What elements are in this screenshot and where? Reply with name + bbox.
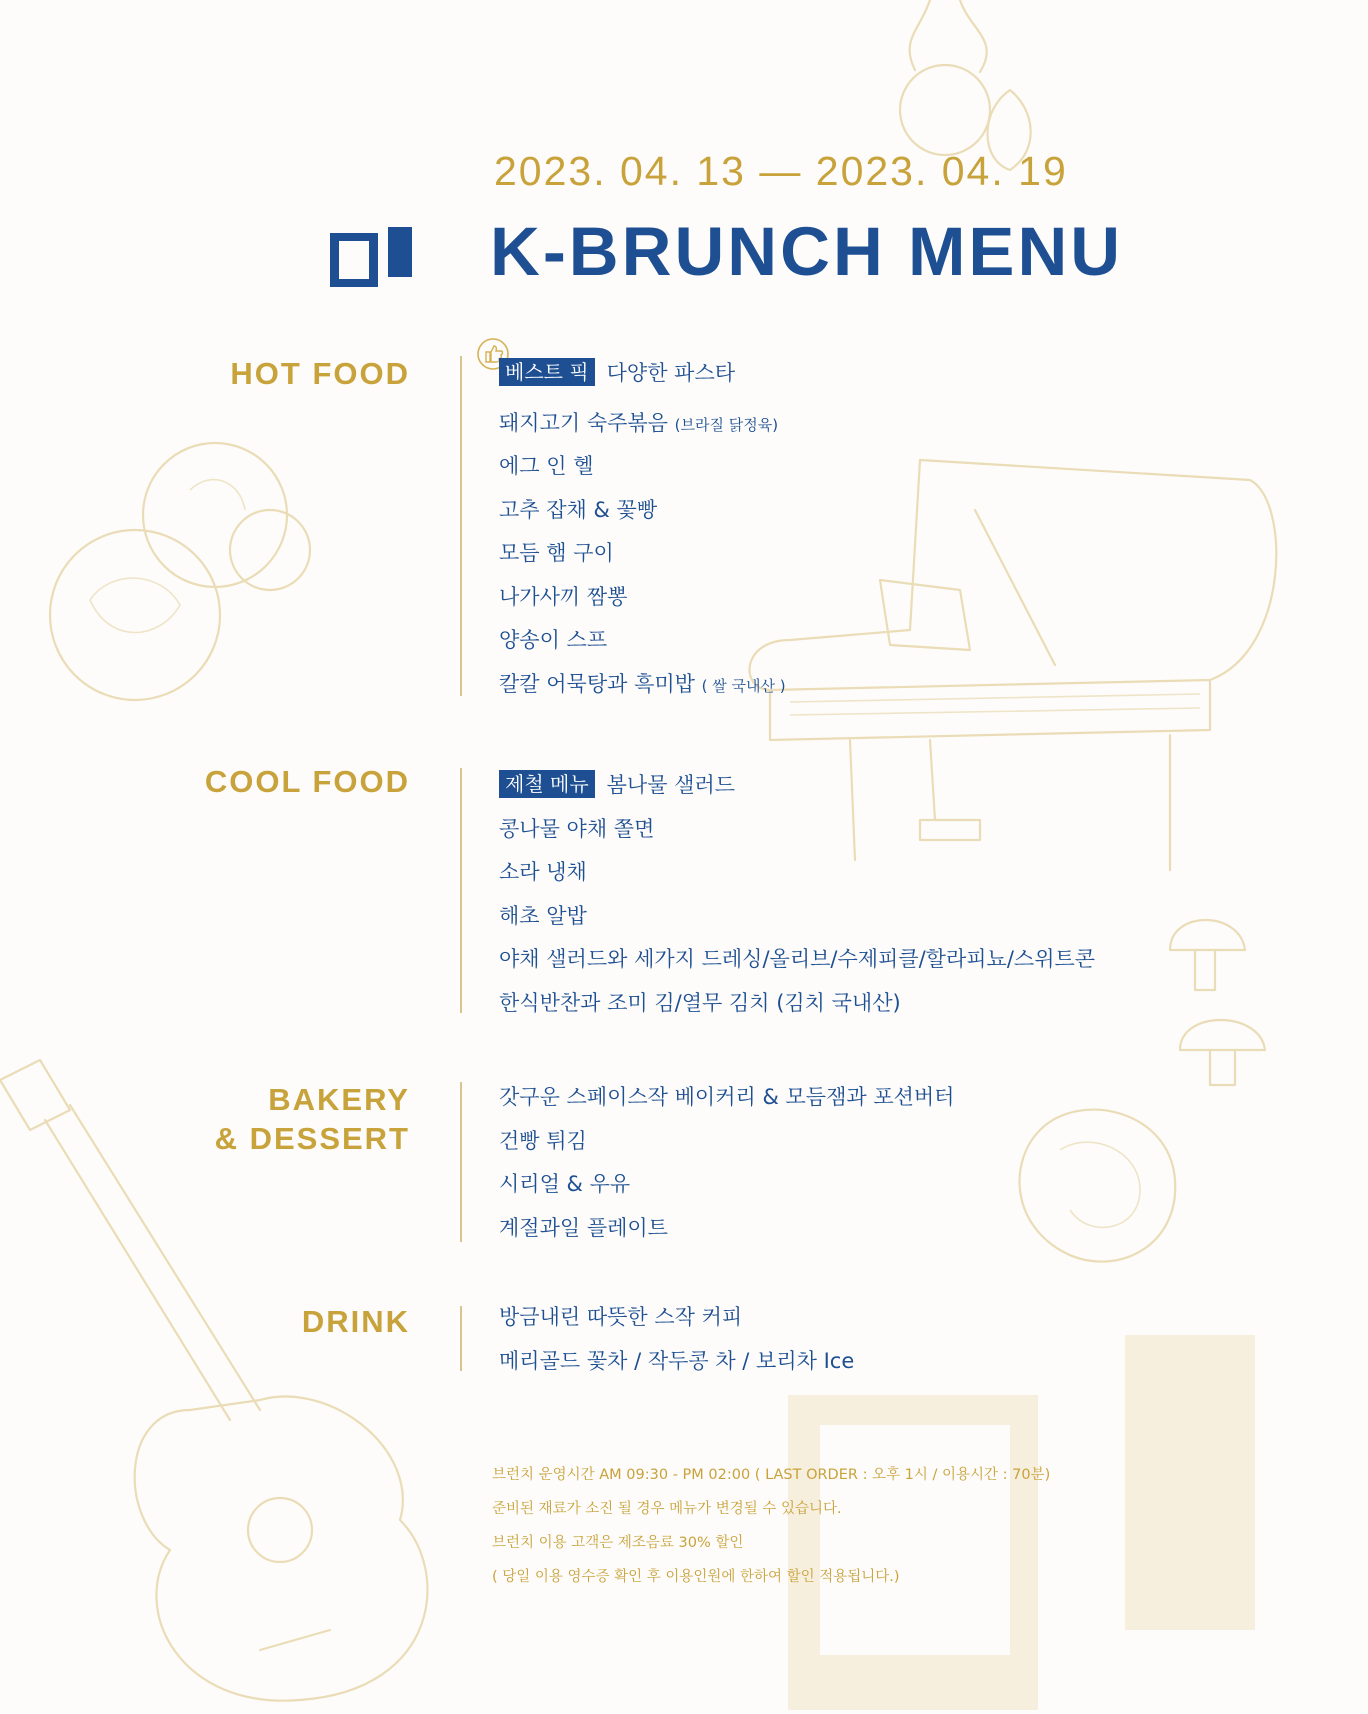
list-item — [499, 663, 786, 707]
item-name: 시리얼 & 우유 — [499, 1172, 631, 1196]
section-label-hot-food: HOT FOOD — [230, 356, 410, 391]
section-label-bakery-dessert — [215, 1080, 410, 1158]
list-item — [499, 619, 786, 663]
brand-logo-icon — [330, 227, 412, 287]
note-line: 준비된 재료가 소진 될 경우 메뉴가 변경될 수 있습니다. — [492, 1501, 842, 1517]
best-pick-badge: 베스트 픽 — [499, 358, 595, 386]
item-name: 갓구운 스페이스작 베이커리 & 모듬잼과 포션버터 — [499, 1085, 955, 1109]
bakery-list — [499, 1076, 954, 1250]
item-name: 해초 알밥 — [499, 903, 587, 928]
item-name: 소라 냉채 — [499, 860, 587, 884]
tomato-sketch — [40, 430, 310, 710]
section-divider — [460, 1082, 462, 1242]
mushroom-sketch — [1150, 900, 1280, 1090]
list-item — [499, 764, 1095, 808]
item-origin-note: (브라질 닭정육) — [674, 415, 779, 434]
section-divider — [460, 768, 462, 1013]
item-name: 한식반찬과 조미 김/열무 김치 (김치 국내산) — [499, 990, 901, 1015]
item-name: 야채 샐러드와 세가지 드레싱/올리브/수제피클/할라피뇨/스위트콘 — [499, 947, 1096, 971]
list-item — [499, 1120, 954, 1164]
item-name: 다양한 파스타 — [606, 361, 736, 385]
list-item — [499, 489, 786, 533]
section-label-drink: DRINK — [301, 1304, 410, 1339]
cool-food-list — [499, 764, 1095, 1025]
section-divider — [460, 1306, 462, 1371]
list-item — [499, 895, 1095, 939]
item-name: 고추 잡채 & 꽃빵 — [499, 497, 658, 522]
item-name: 계절과일 플레이트 — [499, 1215, 668, 1240]
item-name: 돼지고기 숙주볶음 — [499, 410, 675, 435]
item-name: 콩나물 야채 쫄면 — [499, 816, 655, 841]
list-item — [499, 576, 786, 620]
drink-list — [499, 1296, 854, 1383]
section-divider — [460, 356, 462, 696]
item-name: 양송이 스프 — [499, 628, 608, 652]
note-line: 브런치 이용 고객은 제조음료 30% 할인 — [492, 1535, 744, 1551]
list-item — [499, 808, 1095, 852]
item-name: 나가사끼 짬뽕 — [499, 584, 628, 609]
list-item — [499, 352, 786, 396]
operating-notes — [492, 1458, 1050, 1594]
item-name: 방금내린 따뜻한 스작 커피 — [499, 1305, 743, 1329]
note-line: 브런치 운영시간 AM 09:30 - PM 02:00 ( LAST ORDER : 오후 1시 / 이용시간 : 70분) — [492, 1467, 1051, 1483]
list-item — [499, 1340, 854, 1384]
hot-food-list — [499, 352, 786, 706]
section-label-line: & DESSERT — [214, 1121, 410, 1156]
section-label-cool-food: COOL FOOD — [204, 764, 410, 799]
note-line: ( 당일 이용 영수증 확인 후 이용인원에 한하여 할인 적용됩니다.) — [492, 1569, 900, 1585]
item-name: 봄나물 샐러드 — [606, 773, 736, 797]
list-item — [499, 445, 786, 489]
item-name: 모듬 햄 구이 — [499, 541, 614, 565]
page-title: K-BRUNCH MENU — [490, 213, 1124, 290]
item-origin-note: ( 쌀 국내산 ) — [701, 676, 786, 695]
item-name: 에그 인 헬 — [499, 454, 594, 478]
section-label-line: BAKERY — [268, 1082, 410, 1117]
list-item — [499, 938, 1095, 982]
list-item — [499, 402, 786, 446]
list-item — [499, 1207, 954, 1251]
item-name: 메리골드 꽃차 / 작두콩 차 / 보리차 Ice — [499, 1348, 855, 1373]
item-name: 건빵 튀김 — [499, 1128, 587, 1153]
list-item — [499, 851, 1095, 895]
list-item — [499, 982, 1095, 1026]
seasonal-menu-badge: 제철 메뉴 — [499, 770, 595, 798]
cabbage-sketch — [1000, 1090, 1200, 1280]
list-item — [499, 1163, 954, 1207]
logo-watermark-right — [1125, 1335, 1255, 1630]
item-name: 칼칼 어묵탕과 흑미밥 — [499, 671, 702, 696]
list-item — [499, 532, 786, 576]
list-item — [499, 1076, 954, 1120]
date-range: 2023. 04. 13 — 2023. 04. 19 — [494, 148, 1068, 194]
list-item — [499, 1296, 854, 1340]
